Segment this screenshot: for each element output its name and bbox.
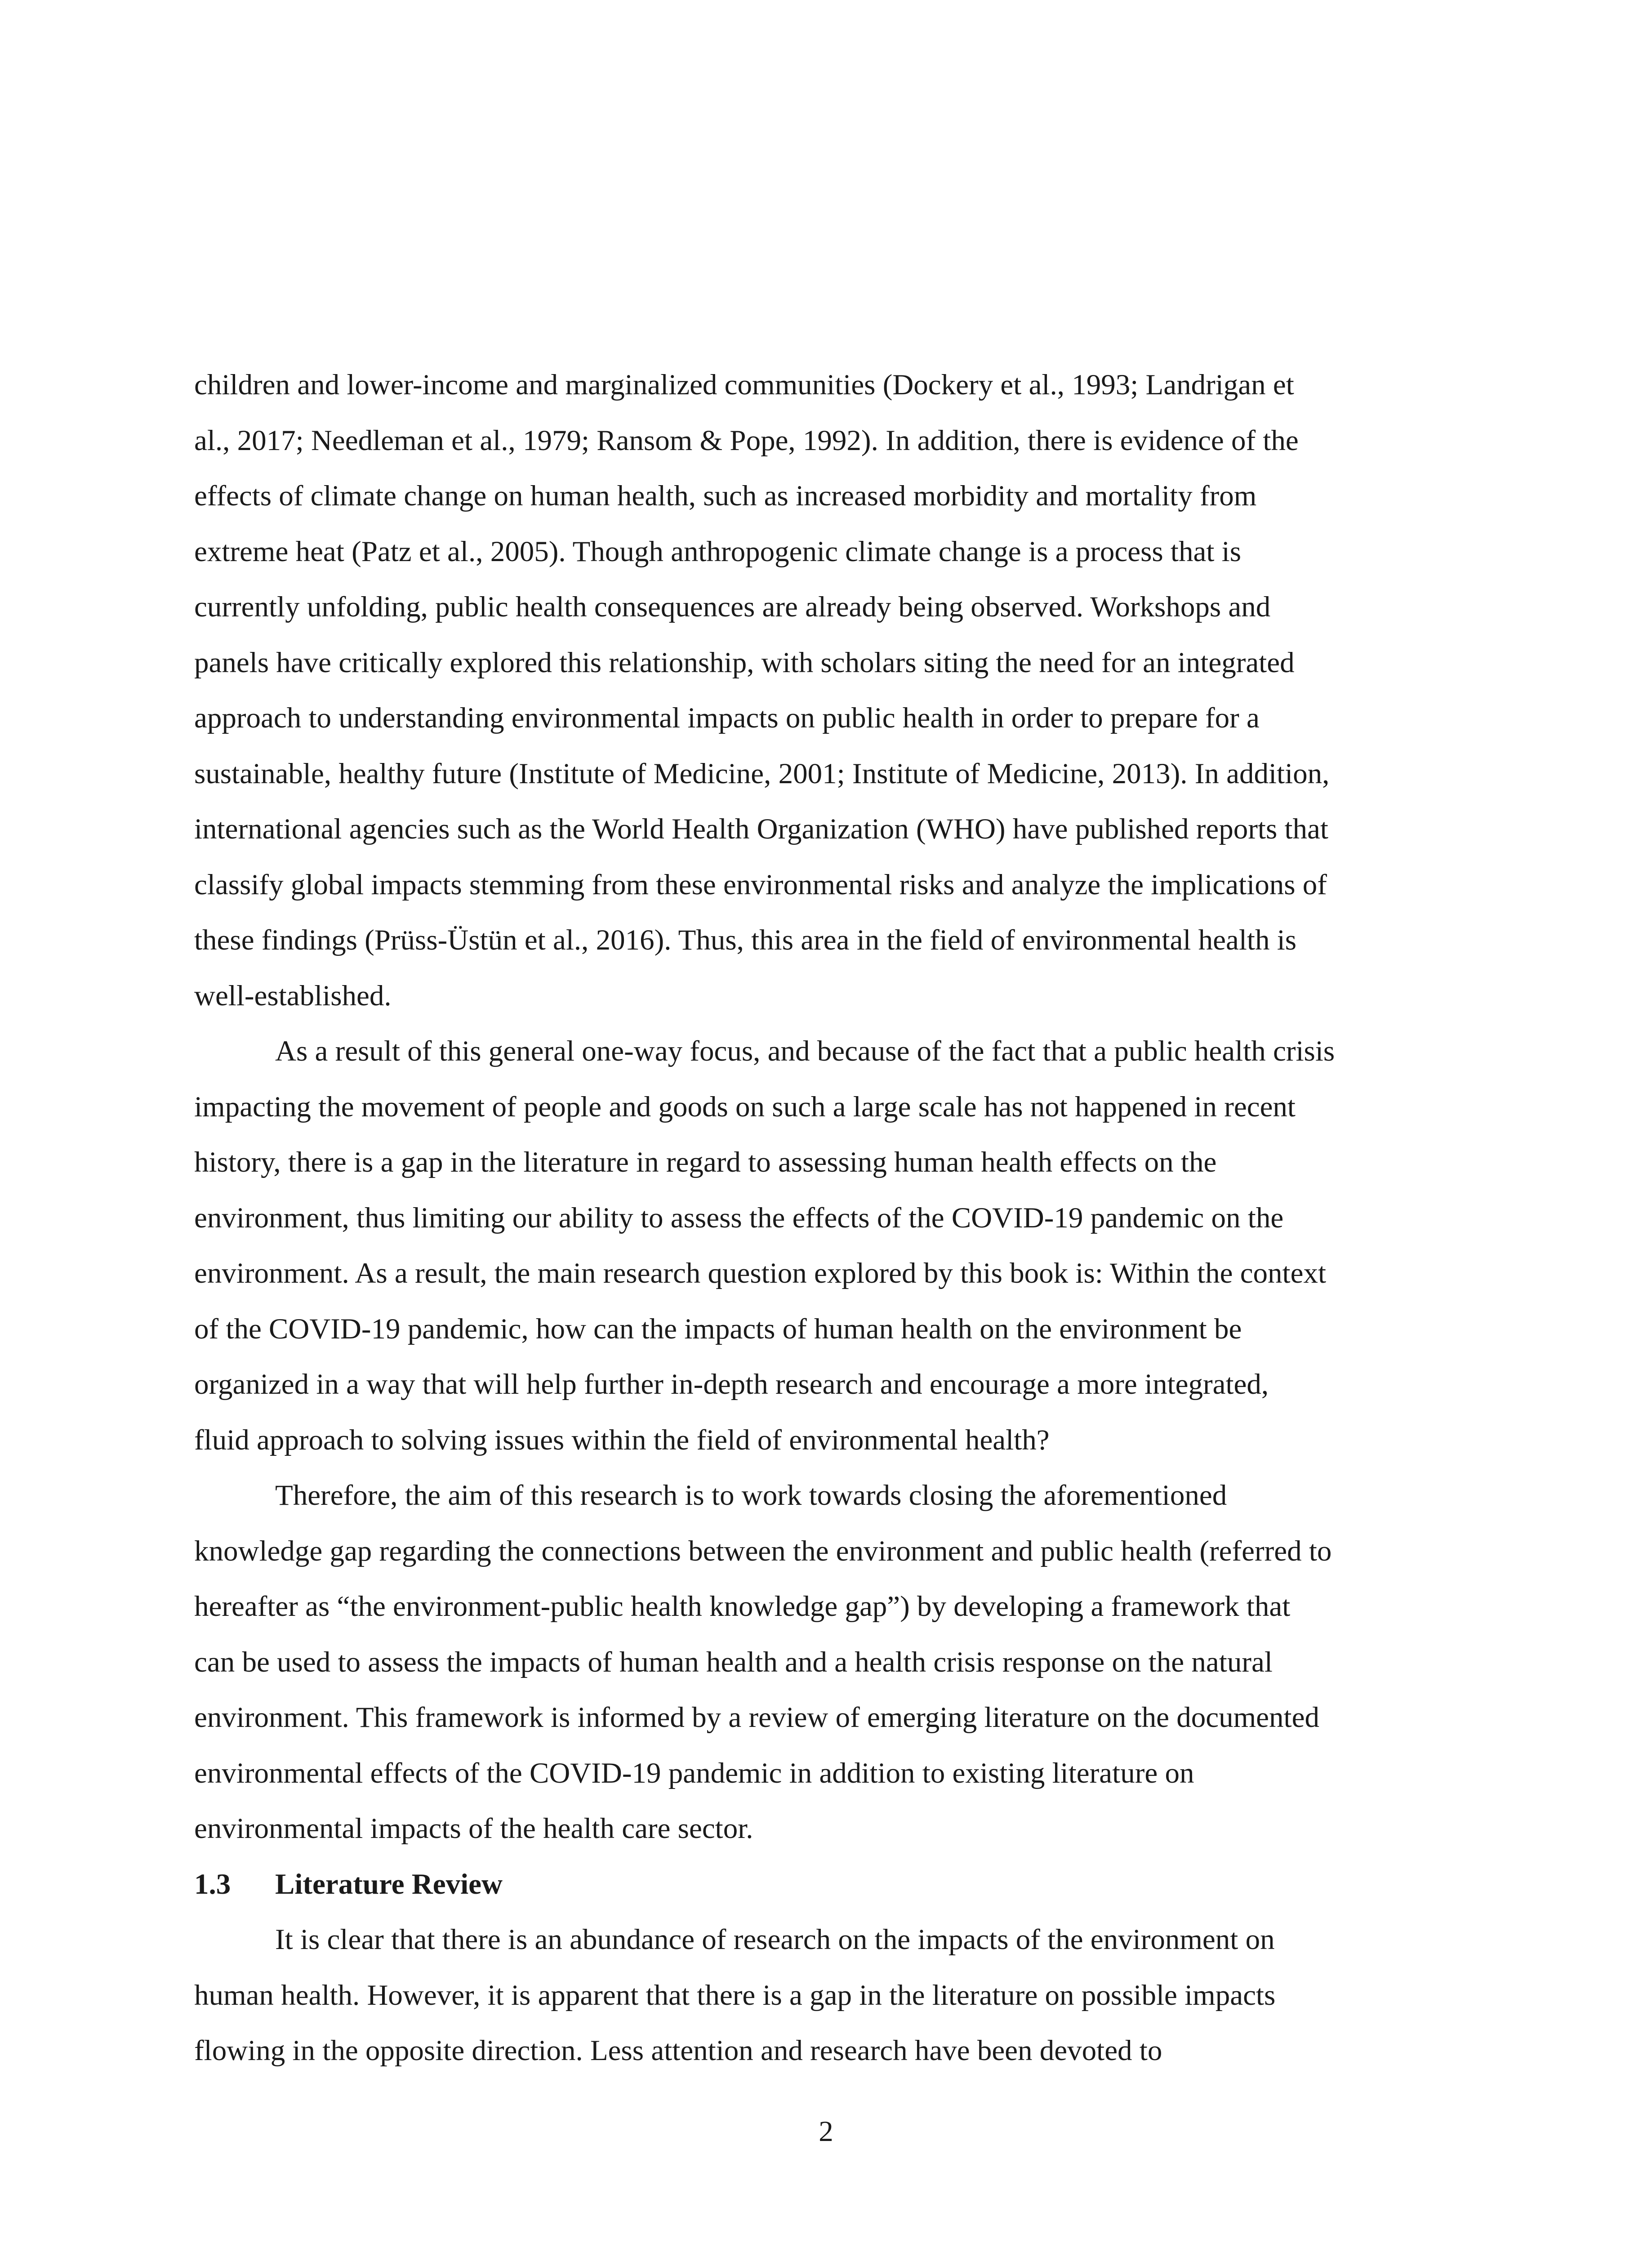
- text-line: impacting the movement of people and goods on such a large scale has not happened in recent: [194, 1090, 1296, 1123]
- text-line: international agencies such as the World Health Organization (WHO) have published reports that: [194, 813, 1328, 845]
- text-line: organized in a way that will help further in-depth research and encourage a more integrated,: [194, 1368, 1269, 1401]
- text-line: flowing in the opposite direction. Less attention and research have been devoted to: [194, 2034, 1162, 2067]
- text-line: classify global impacts stemming from these environmental risks and analyze the implications of: [194, 868, 1327, 901]
- section-heading: [194, 1857, 1453, 1913]
- text-line: panels have critically explored this relationship, with scholars siting the need for an integrated: [194, 646, 1295, 679]
- text-line: knowledge gap regarding the connections between the environment and public health (referred to: [194, 1534, 1332, 1567]
- text-line: environmental impacts of the health care sector.: [194, 1812, 753, 1845]
- text-line: Therefore, the aim of this research is to work towards closing the aforementioned: [275, 1479, 1227, 1512]
- text-line: sustainable, healthy future (Institute of Medicine, 2001; Institute of Medicine, 2013). In addition,: [194, 757, 1330, 790]
- text-line: human health. However, it is apparent that there is a gap in the literature on possible impacts: [194, 1979, 1276, 2012]
- body-text: [194, 357, 1453, 2079]
- text-line: approach to understanding environmental impacts on public health in order to prepare for a: [194, 702, 1260, 734]
- text-line: children and lower-income and marginalized communities (Dockery et al., 1993; Landrigan et: [194, 369, 1294, 401]
- section-paragraph-lines: [194, 1912, 1453, 2079]
- text-line: environment, thus limiting our ability to assess the effects of the COVID-19 pandemic on the: [194, 1201, 1284, 1234]
- text-line: of the COVID-19 pandemic, how can the impacts of human health on the environment be: [194, 1312, 1242, 1345]
- text-line: environment. As a result, the main research question explored by this book is: Within the context: [194, 1257, 1327, 1289]
- page-number: 2: [819, 2115, 833, 2148]
- text-line: well-established.: [194, 979, 392, 1012]
- text-line: history, there is a gap in the literature in regard to assessing human health effects on the: [194, 1146, 1217, 1178]
- text-line: It is clear that there is an abundance of research on the impacts of the environment on: [275, 1923, 1275, 1956]
- text-line: environmental effects of the COVID-19 pandemic in addition to existing literature on: [194, 1757, 1194, 1789]
- text-line: hereafter as “the environment-public health knowledge gap”) by developing a framework that: [194, 1590, 1291, 1623]
- text-line: extreme heat (Patz et al., 2005). Though anthropogenic climate change is a process that is: [194, 535, 1241, 568]
- text-line: fluid approach to solving issues within the field of environmental health?: [194, 1423, 1050, 1456]
- section-title: Literature Review: [275, 1868, 503, 1900]
- text-line: effects of climate change on human health, such as increased morbidity and mortality from: [194, 480, 1257, 512]
- text-line: these findings (Prüss-Üstün et al., 2016). Thus, this area in the field of environmental health is: [194, 924, 1297, 956]
- text-line: currently unfolding, public health consequences are already being observed. Workshops and: [194, 591, 1271, 623]
- section-number: 1.3: [194, 1868, 231, 1900]
- text-line: can be used to assess the impacts of human health and a health crisis response on the natural: [194, 1646, 1273, 1678]
- paragraph-lines: [194, 357, 1453, 1857]
- text-line: As a result of this general one-way focus, and because of the fact that a public health crisis: [275, 1035, 1335, 1067]
- text-line: al., 2017; Needleman et al., 1979; Ransom & Pope, 1992). In addition, there is evidence of the: [194, 424, 1299, 457]
- text-line: environment. This framework is informed by a review of emerging literature on the documented: [194, 1701, 1319, 1734]
